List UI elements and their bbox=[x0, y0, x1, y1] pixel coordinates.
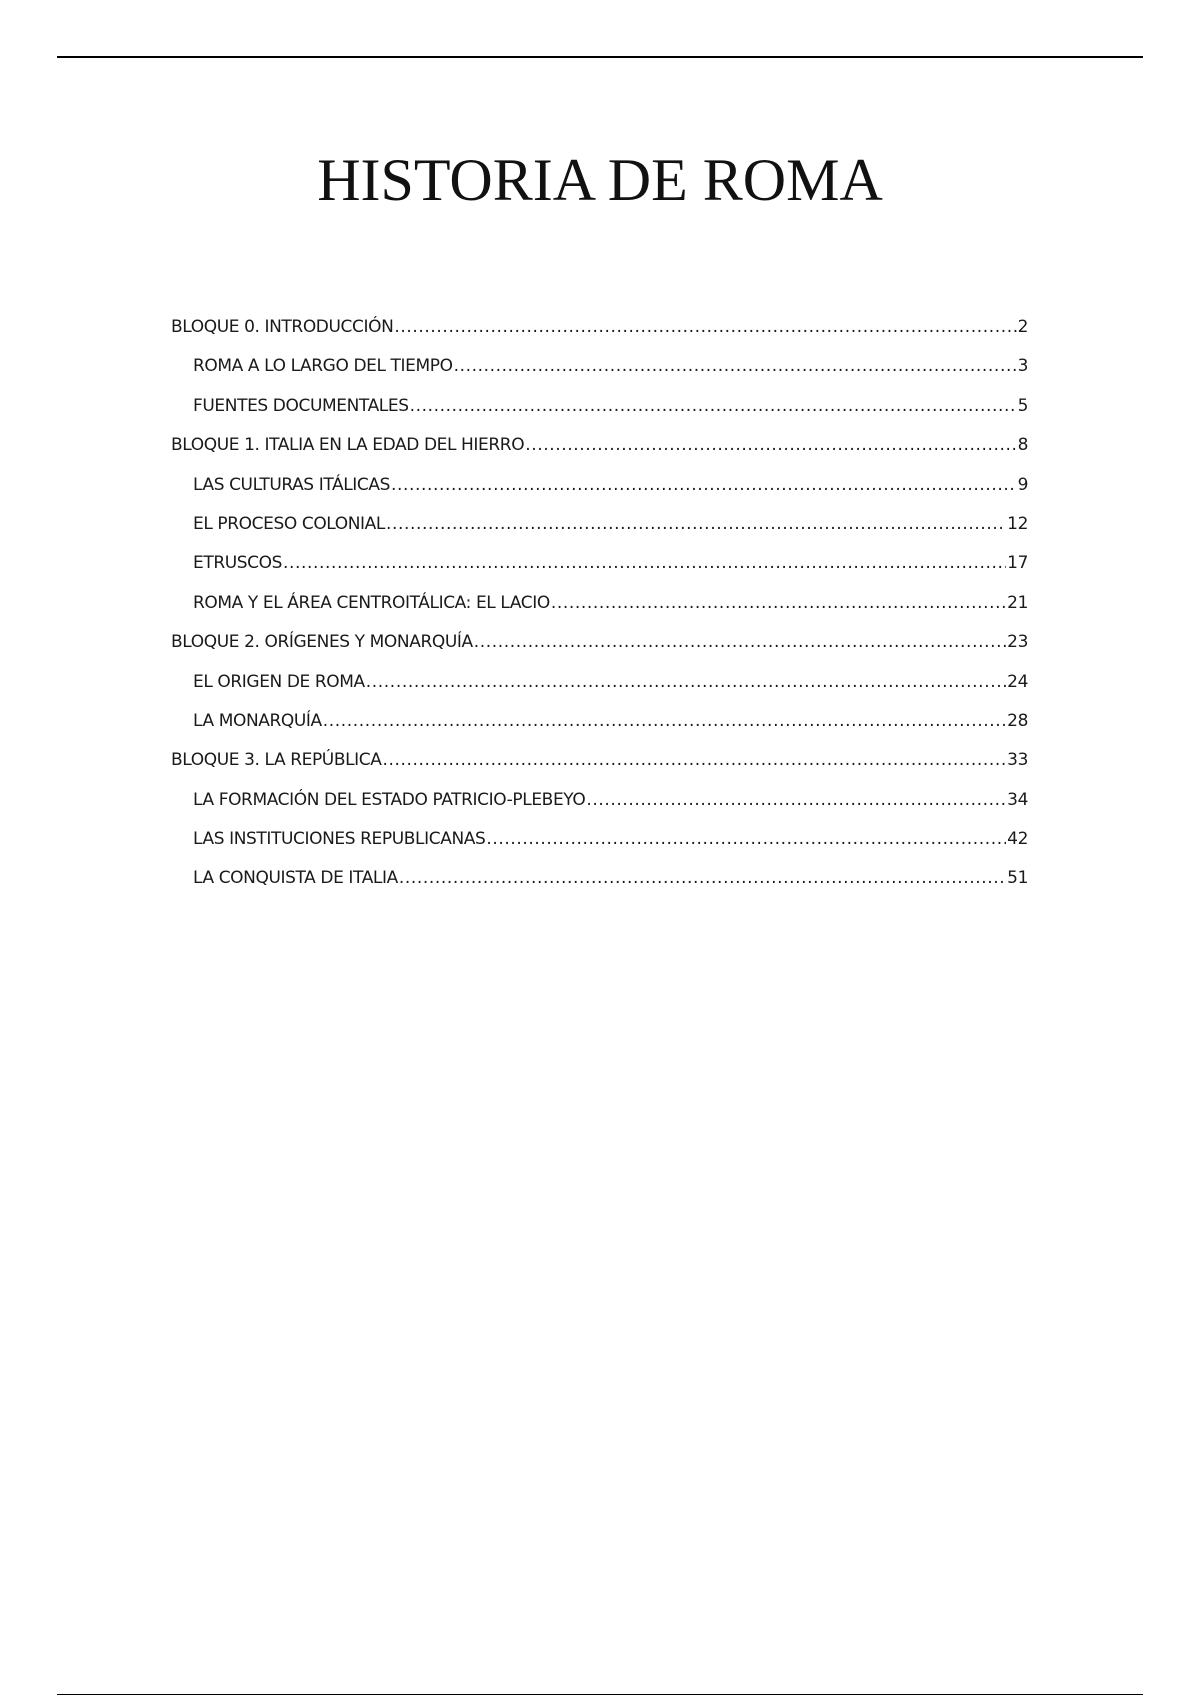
toc-page-number: 51 bbox=[1007, 868, 1028, 889]
toc-page-number: 5 bbox=[1017, 395, 1028, 416]
toc-subsection-entry[interactable] bbox=[171, 702, 1028, 741]
toc-dot-leader bbox=[383, 741, 1007, 780]
toc-page-number: 24 bbox=[1007, 671, 1028, 692]
document-title: HISTORIA DE ROMA bbox=[317, 147, 883, 213]
toc-dot-leader bbox=[386, 505, 1006, 544]
toc-entry-label: ETRUSCOS bbox=[193, 553, 283, 574]
toc-entry-label: EL PROCESO COLONIAL bbox=[193, 513, 385, 534]
toc-entry-label: LA MONARQUÍA bbox=[193, 710, 322, 731]
toc-section-entry[interactable] bbox=[171, 426, 1028, 465]
toc-page-number: 9 bbox=[1017, 474, 1028, 495]
toc-page-number: 33 bbox=[1007, 750, 1028, 771]
header-rule bbox=[57, 56, 1143, 58]
toc-subsection-entry[interactable] bbox=[171, 820, 1028, 859]
toc-entry-label: BLOQUE 2. ORÍGENES Y MONARQUÍA bbox=[171, 632, 473, 653]
toc-entry-label: EL ORIGEN DE ROMA bbox=[193, 671, 365, 692]
toc-subsection-entry[interactable] bbox=[171, 781, 1028, 820]
toc-section-entry[interactable] bbox=[171, 308, 1028, 347]
toc-entry-label: BLOQUE 3. LA REPÚBLICA bbox=[171, 750, 382, 771]
toc-dot-leader bbox=[525, 426, 1016, 465]
toc-dot-leader bbox=[474, 623, 1006, 662]
toc-page-number: 17 bbox=[1007, 553, 1028, 574]
toc-entry-label: LAS CULTURAS ITÁLICAS bbox=[193, 474, 390, 495]
toc-dot-leader bbox=[283, 544, 1006, 583]
toc-page-number: 2 bbox=[1017, 317, 1028, 337]
toc-section-entry[interactable] bbox=[171, 741, 1028, 780]
toc-subsection-entry[interactable] bbox=[171, 544, 1028, 583]
toc-entry-label: ROMA Y EL ÁREA CENTROITÁLICA: EL LACIO bbox=[193, 592, 550, 613]
toc-entry-label: FUENTES DOCUMENTALES bbox=[193, 395, 409, 416]
toc-dot-leader bbox=[551, 584, 1006, 623]
footer-rule bbox=[57, 1694, 1143, 1695]
toc-subsection-entry[interactable] bbox=[171, 387, 1028, 426]
toc-section-entry[interactable] bbox=[171, 623, 1028, 662]
toc-dot-leader bbox=[323, 702, 1006, 741]
toc-subsection-entry[interactable] bbox=[171, 663, 1028, 702]
toc-dot-leader bbox=[586, 781, 1006, 820]
toc-dot-leader bbox=[454, 347, 1017, 386]
table-of-contents bbox=[171, 308, 1028, 899]
toc-entry-label: LA FORMACIÓN DEL ESTADO PATRICIO-PLEBEYO bbox=[193, 789, 586, 810]
toc-page-number: 28 bbox=[1007, 710, 1028, 731]
toc-subsection-entry[interactable] bbox=[171, 584, 1028, 623]
toc-entry-label: ROMA A LO LARGO DEL TIEMPO bbox=[193, 356, 453, 377]
toc-entry-label: LA CONQUISTA DE ITALIA bbox=[193, 868, 398, 889]
toc-entry-label: BLOQUE 1. ITALIA EN LA EDAD DEL HIERRO bbox=[171, 435, 525, 456]
toc-subsection-entry[interactable] bbox=[171, 859, 1028, 898]
toc-page-number: 3 bbox=[1017, 356, 1028, 377]
toc-entry-label: BLOQUE 0. INTRODUCCIÓN bbox=[171, 317, 394, 337]
toc-page-number: 12 bbox=[1007, 513, 1028, 534]
toc-page-number: 8 bbox=[1017, 435, 1028, 456]
toc-page-number: 42 bbox=[1007, 829, 1028, 850]
toc-subsection-entry[interactable] bbox=[171, 505, 1028, 544]
toc-dot-leader bbox=[366, 663, 1006, 702]
toc-page-number: 21 bbox=[1007, 592, 1028, 613]
toc-dot-leader bbox=[486, 820, 1006, 859]
toc-subsection-entry[interactable] bbox=[171, 466, 1028, 505]
toc-dot-leader bbox=[410, 387, 1017, 426]
toc-page-number: 23 bbox=[1007, 632, 1028, 653]
toc-page-number: 34 bbox=[1007, 789, 1028, 810]
toc-dot-leader bbox=[391, 466, 1017, 505]
toc-subsection-entry[interactable] bbox=[171, 347, 1028, 386]
toc-dot-leader bbox=[394, 308, 1016, 347]
toc-dot-leader bbox=[399, 859, 1006, 898]
toc-entry-label: LAS INSTITUCIONES REPUBLICANAS bbox=[193, 829, 486, 850]
